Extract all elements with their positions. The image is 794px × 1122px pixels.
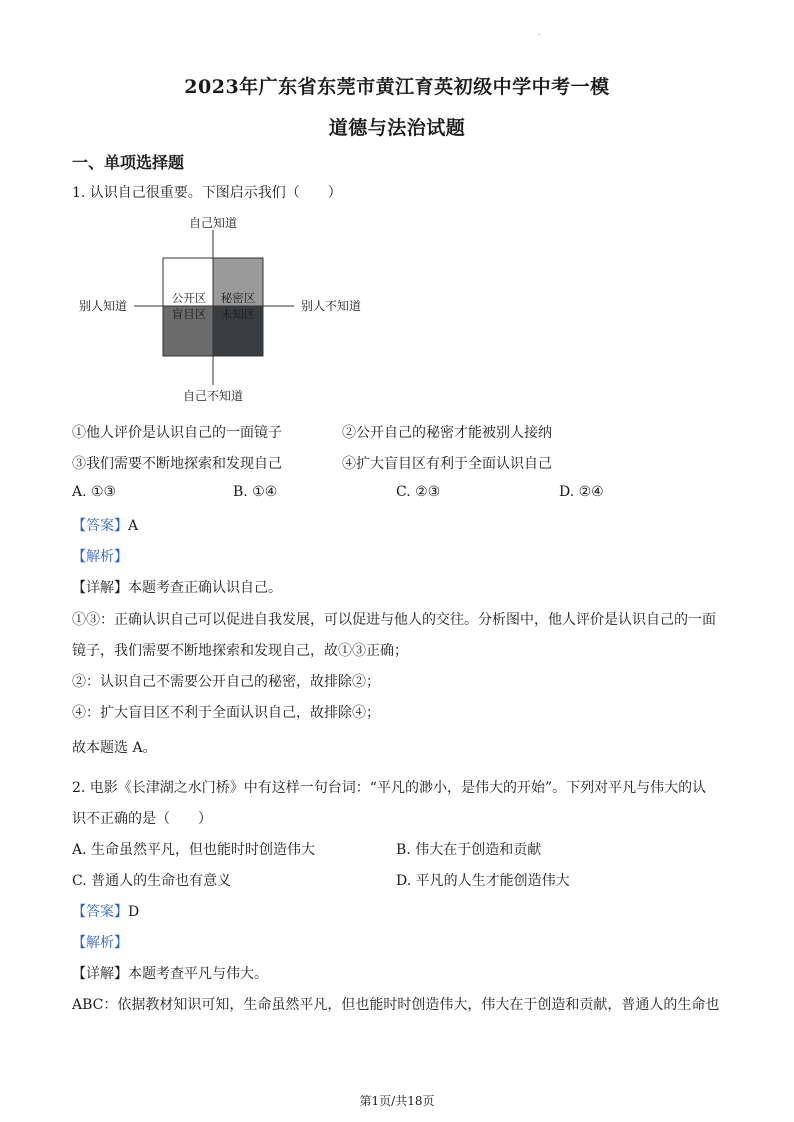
q2-option-d: D. 平凡的人生才能创造伟大 — [396, 873, 570, 889]
label-right: 别人不知道 — [301, 299, 362, 313]
answer-tag: 【答案】 — [72, 518, 128, 534]
section-heading: 一、单项选择题 — [72, 153, 185, 172]
q1-analysis-line3: ②：认识自己不需要公开自己的秘密，故排除②； — [72, 674, 380, 690]
detail-tag: 【详解】 — [72, 580, 128, 596]
detail-text: 本题考查正确认识自己。 — [128, 580, 282, 596]
q2-answer — [72, 901, 139, 921]
q2-detail — [72, 963, 268, 983]
q2-option-a: A. 生命虽然平凡，但也能时时创造伟大 — [72, 842, 316, 858]
q1-option-a: A. ①③ — [72, 484, 117, 500]
label-public: 公开区 — [171, 291, 207, 305]
q1-statement-4: ④扩大盲目区有利于全面认识自己 — [342, 456, 552, 472]
label-blind: 盲目区 — [171, 307, 207, 321]
doc-title-line2: 道德与法治试题 — [328, 117, 466, 139]
decorative-dot: . — [538, 28, 541, 37]
q1-analysis-tag: 【解析】 — [72, 549, 128, 565]
q1-statement-1: ①他人评价是认识自己的一面镜子 — [72, 425, 282, 441]
label-top: 自己知道 — [188, 216, 238, 230]
q2-analysis-tag: 【解析】 — [72, 935, 128, 951]
q1-conclusion: 故本题选 A。 — [72, 740, 157, 756]
label-left: 别人知道 — [79, 299, 128, 313]
label-secret: 秘密区 — [220, 291, 256, 305]
page-footer: 第1页/共18页 — [359, 1094, 435, 1108]
answer-tag: 【答案】 — [72, 904, 128, 920]
answer-value: D — [128, 904, 140, 920]
q1-analysis-line1: ①③：正确认识自己可以促进自我发展，可以促进与他人的交往。分析图中，他人评价是认识自己的一面 — [72, 612, 716, 628]
q2-analysis-line1: ABC：依据教材知识可知，生命虽然平凡，但也能时时创造伟大，伟大在于创造和贡献，普通人的生命也 — [72, 997, 720, 1013]
q1-statement-3: ③我们需要不断地探索和发现自己 — [72, 456, 282, 472]
q2-option-b: B. 伟大在于创造和贡献 — [396, 842, 542, 858]
label-unknown: 未知区 — [220, 307, 256, 321]
q1-option-d: D. ②④ — [559, 484, 604, 500]
detail-tag: 【详解】 — [72, 966, 128, 982]
q1-stem: 1. 认识自己很重要。下图启示我们（ ） — [72, 185, 342, 201]
q1-statement-2: ②公开自己的秘密才能被别人接纳 — [342, 425, 552, 441]
q1-detail — [72, 577, 282, 597]
q1-analysis-line4: ④：扩大盲目区不利于全面认识自己，故排除④； — [72, 705, 380, 721]
q1-answer — [72, 515, 138, 535]
q1-analysis-line2: 镜子，我们需要不断地探索和发现自己，故①③正确； — [72, 643, 408, 659]
answer-value: A — [128, 518, 139, 534]
q2-option-c: C. 普通人的生命也有意义 — [72, 873, 232, 889]
q2-stem-line2: 识不正确的是（ ） — [72, 811, 212, 827]
q1-option-b: B. ①④ — [233, 484, 278, 500]
detail-text: 本题考查平凡与伟大。 — [128, 966, 268, 982]
doc-title-line1: 2023年广东省东莞市黄江育英初级中学中考一模 — [184, 76, 610, 98]
label-bottom: 自己不知道 — [182, 389, 244, 403]
q1-option-c: C. ②③ — [396, 484, 441, 500]
johari-diagram — [72, 210, 382, 405]
q2-stem-line1: 2. 电影《长津湖之水门桥》中有这样一句台词：“平凡的渺小，是伟大的开始”。下列对平凡与伟大的认 — [72, 780, 707, 796]
